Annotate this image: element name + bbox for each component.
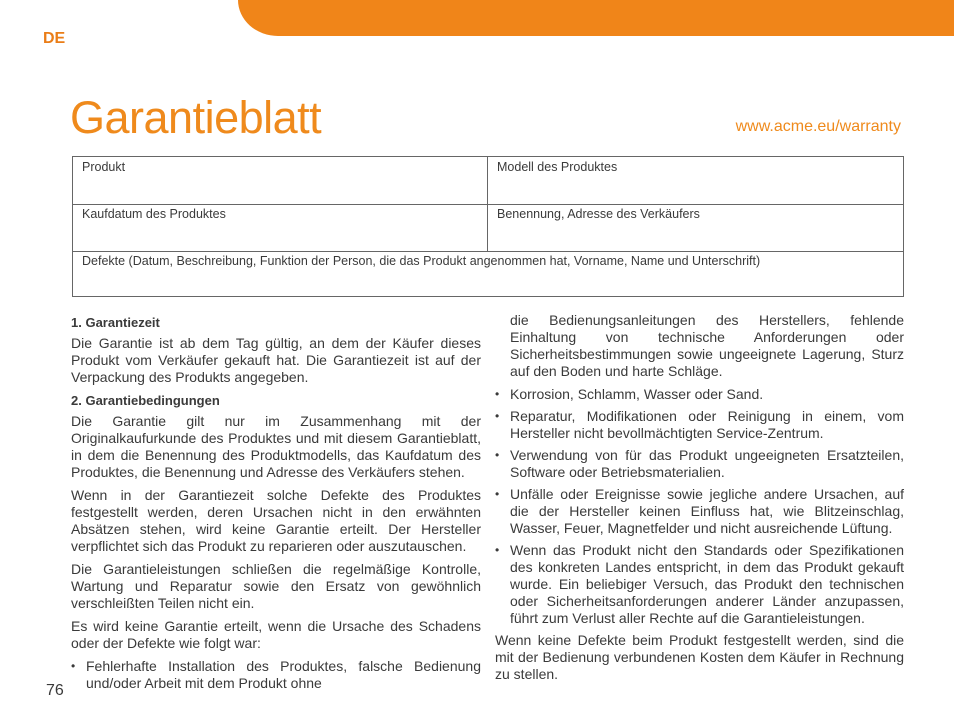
bullet-icon: • [495,387,500,401]
list-item-text: Korrosion, Schlamm, Wasser oder Sand. [510,386,764,402]
bullet-icon: • [495,448,500,462]
bullet-icon: • [495,487,500,501]
list-item-text: Fehlerhafte Installation des Produktes, falsche Bedienung und/oder Arbeit mit dem Produkt ohne [86,658,481,691]
paragraph: Die Garantie ist ab dem Tag gültig, an dem der Käufer dieses Produkt vom Verkäufer gekauft hat. Die Garantiezeit ist auf der Verpackung des Produkts angegeben. [71,335,481,385]
header-accent-band [238,0,954,36]
purchase-date-field[interactable] [73,204,488,251]
list-item-continuation: die Bedienungsanleitungen des Herstellers, fehlende Einhaltung von technische Anforderungen oder Sicherheitsbestimmungen sowie ungeeignete Lagerung, Sturz auf den Boden und harte Schläge. [510,312,904,379]
paragraph: Die Garantieleistungen schließen die regelmäßige Kontrolle, Wartung und Reparatur sowie den Ersatz von gewöhnlich verschleißten Teilen nicht ein. [71,561,481,611]
form-row [73,157,903,205]
defects-field[interactable] [73,251,903,296]
language-label: DE [43,30,66,47]
list-item [71,658,481,692]
right-column [495,312,904,689]
section-heading-warranty-period: 1. Garantiezeit [71,315,160,330]
paragraph: Es wird keine Garantie erteilt, wenn die Ursache des Schadens oder der Defekte wie folgt war: [71,618,481,651]
list-item [495,386,904,403]
paragraph: Die Garantie gilt nur im Zusammenhang mit der Originalkaufurkunde des Produktes und mit diesem Garantieblatt, in dem die Benennung des Produktmodells, das Kaufdatum des Produktes, die Benennung und Adresse des Verkäufers stehen. [71,413,481,480]
section-heading-warranty-conditions: 2. Garantiebedingungen [71,393,220,408]
purchase-date-field-label: Kaufdatum des Produktes [82,207,226,221]
page-title: Garantieblatt [70,92,322,143]
page-number: 76 [46,682,64,699]
defects-field-label: Defekte (Datum, Beschreibung, Funktion der Person, die das Produkt angenommen hat, Vorname, Name und Unterschrift) [82,254,761,268]
bullet-icon: • [495,409,500,423]
paragraph: Wenn in der Garantiezeit solche Defekte des Produktes festgestellt werden, deren Ursachen nicht in den erwähnten Absätzen stehen, wird keine Garantie erteilt. Der Hersteller verpflichtet sich das Produkt zu reparieren oder auszutauschen. [71,487,481,554]
warranty-url[interactable]: www.acme.eu/warranty [735,118,901,135]
list-item [495,486,904,537]
seller-field-label: Benennung, Adresse des Verkäufers [497,207,700,221]
list-item-text: Reparatur, Modifikationen oder Reinigung in einem, vom Hersteller nicht bevollmächtigten Service-Zentrum. [510,408,904,441]
list-item [495,542,904,627]
product-field[interactable] [73,157,488,204]
seller-field[interactable] [488,204,903,251]
model-field[interactable] [488,157,903,204]
list-item [495,408,904,442]
form-row [73,204,903,252]
exclusion-list [495,386,904,627]
list-item [495,447,904,481]
list-item-text: Verwendung von für das Produkt ungeeigneten Ersatzteilen, Software oder Betriebsmaterialien. [510,447,904,480]
warranty-form [72,156,904,297]
exclusion-list [71,658,481,692]
left-column [71,312,481,697]
bullet-icon: • [495,543,500,557]
product-field-label: Produkt [82,160,126,174]
closing-paragraph: Wenn keine Defekte beim Produkt festgestellt werden, sind die mit der Bedienung verbundenen Kosten dem Käufer in Rechnung zu stellen. [495,632,904,682]
bullet-icon: • [71,659,76,673]
form-row [73,251,903,296]
model-field-label: Modell des Produktes [497,160,618,174]
list-item-text: Unfälle oder Ereignisse sowie jegliche andere Ursachen, auf die der Hersteller keinen Einfluss hat, wie Blitzeinschlag, Wasser, Feuer, Magnetfelder und nicht ausreichende Lüftung. [510,486,904,536]
list-item-text: Wenn das Produkt nicht den Standards oder Spezifikationen des konkreten Landes entspricht, in dem das Produkt gekauft wurde. Ein beliebiger Versuch, das Produkt den technischen oder Sicherheitsanforderungen anderer Länder anzupassen, führt zum Verlust aller Rechte auf die Garantieleistungen. [510,542,904,626]
